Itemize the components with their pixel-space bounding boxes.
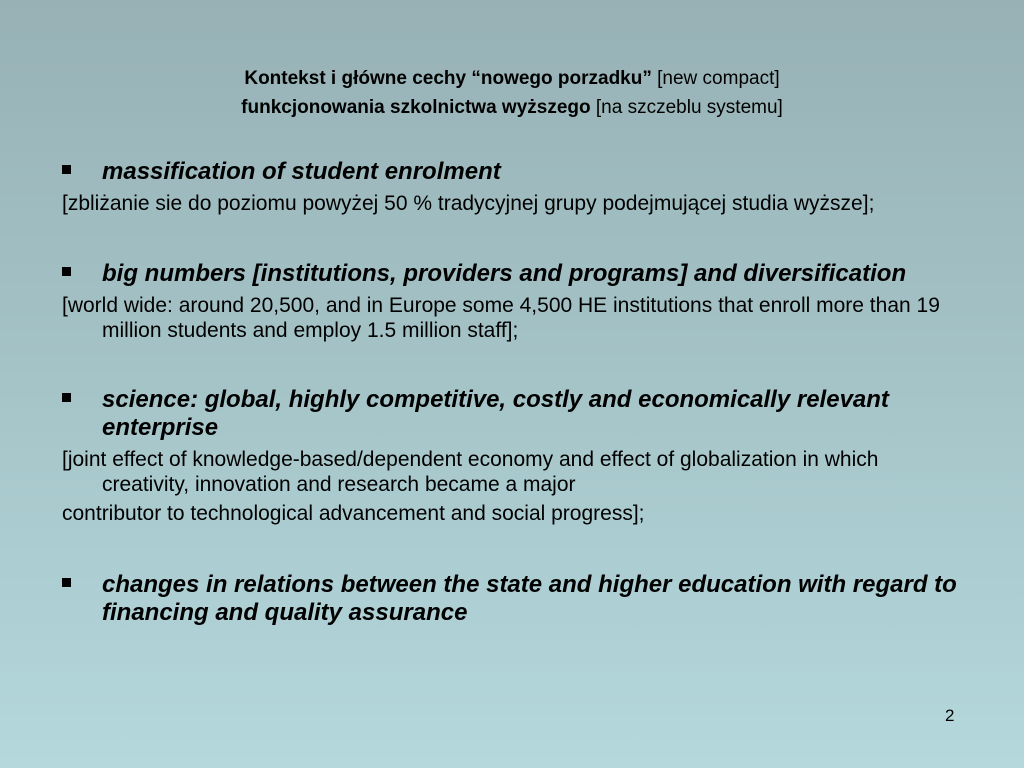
bullet-heading: changes in relations between the state and higher education with regard to financing and quality assurance [102, 571, 957, 626]
slide-content [62, 158, 962, 627]
bullet-item [62, 260, 962, 288]
square-bullet-icon [62, 267, 71, 276]
square-bullet-icon [62, 578, 71, 587]
title-line-2-bold: funkcjonowania szkolnictwa wyższego [241, 97, 591, 118]
bullet-item [62, 571, 962, 627]
bullet-detail: [zbliżanie sie do poziomu powyżej 50 % tradycyjnej grupy podejmującej studia wyższe]; [62, 192, 875, 215]
title-line-1-normal: [new compact] [657, 68, 780, 89]
square-bullet-icon [62, 165, 71, 174]
bullet-detail: [world wide: around 20,500, and in Europe some 4,500 HE institutions that enroll more than 19 million students and employ 1.5 million staff]; [62, 294, 940, 342]
bullet-heading: science: global, highly competitive, costly and economically relevant enterprise [102, 386, 889, 441]
bullet-item [62, 386, 962, 442]
bullet-heading: massification of student enrolment [102, 158, 501, 185]
bullet-detail: [joint effect of knowledge-based/dependent economy and effect of globalization in which creativity, innovation and research became a major [62, 448, 879, 496]
bullet-heading: big numbers [institutions, providers and programs] and diversification [102, 260, 907, 287]
bullet-item [62, 158, 962, 186]
square-bullet-icon [62, 393, 71, 402]
title-line-1-bold: Kontekst i główne cechy “nowego porzadku” [244, 68, 652, 89]
title-line-2 [0, 93, 1024, 122]
bullet-detail-continuation: contributor to technological advancement and social progress]; [62, 502, 645, 525]
title-line-1 [0, 64, 1024, 93]
page-number: 2 [945, 706, 955, 725]
title-line-2-normal: [na szczeblu systemu] [595, 97, 783, 118]
slide-title [0, 64, 1024, 122]
